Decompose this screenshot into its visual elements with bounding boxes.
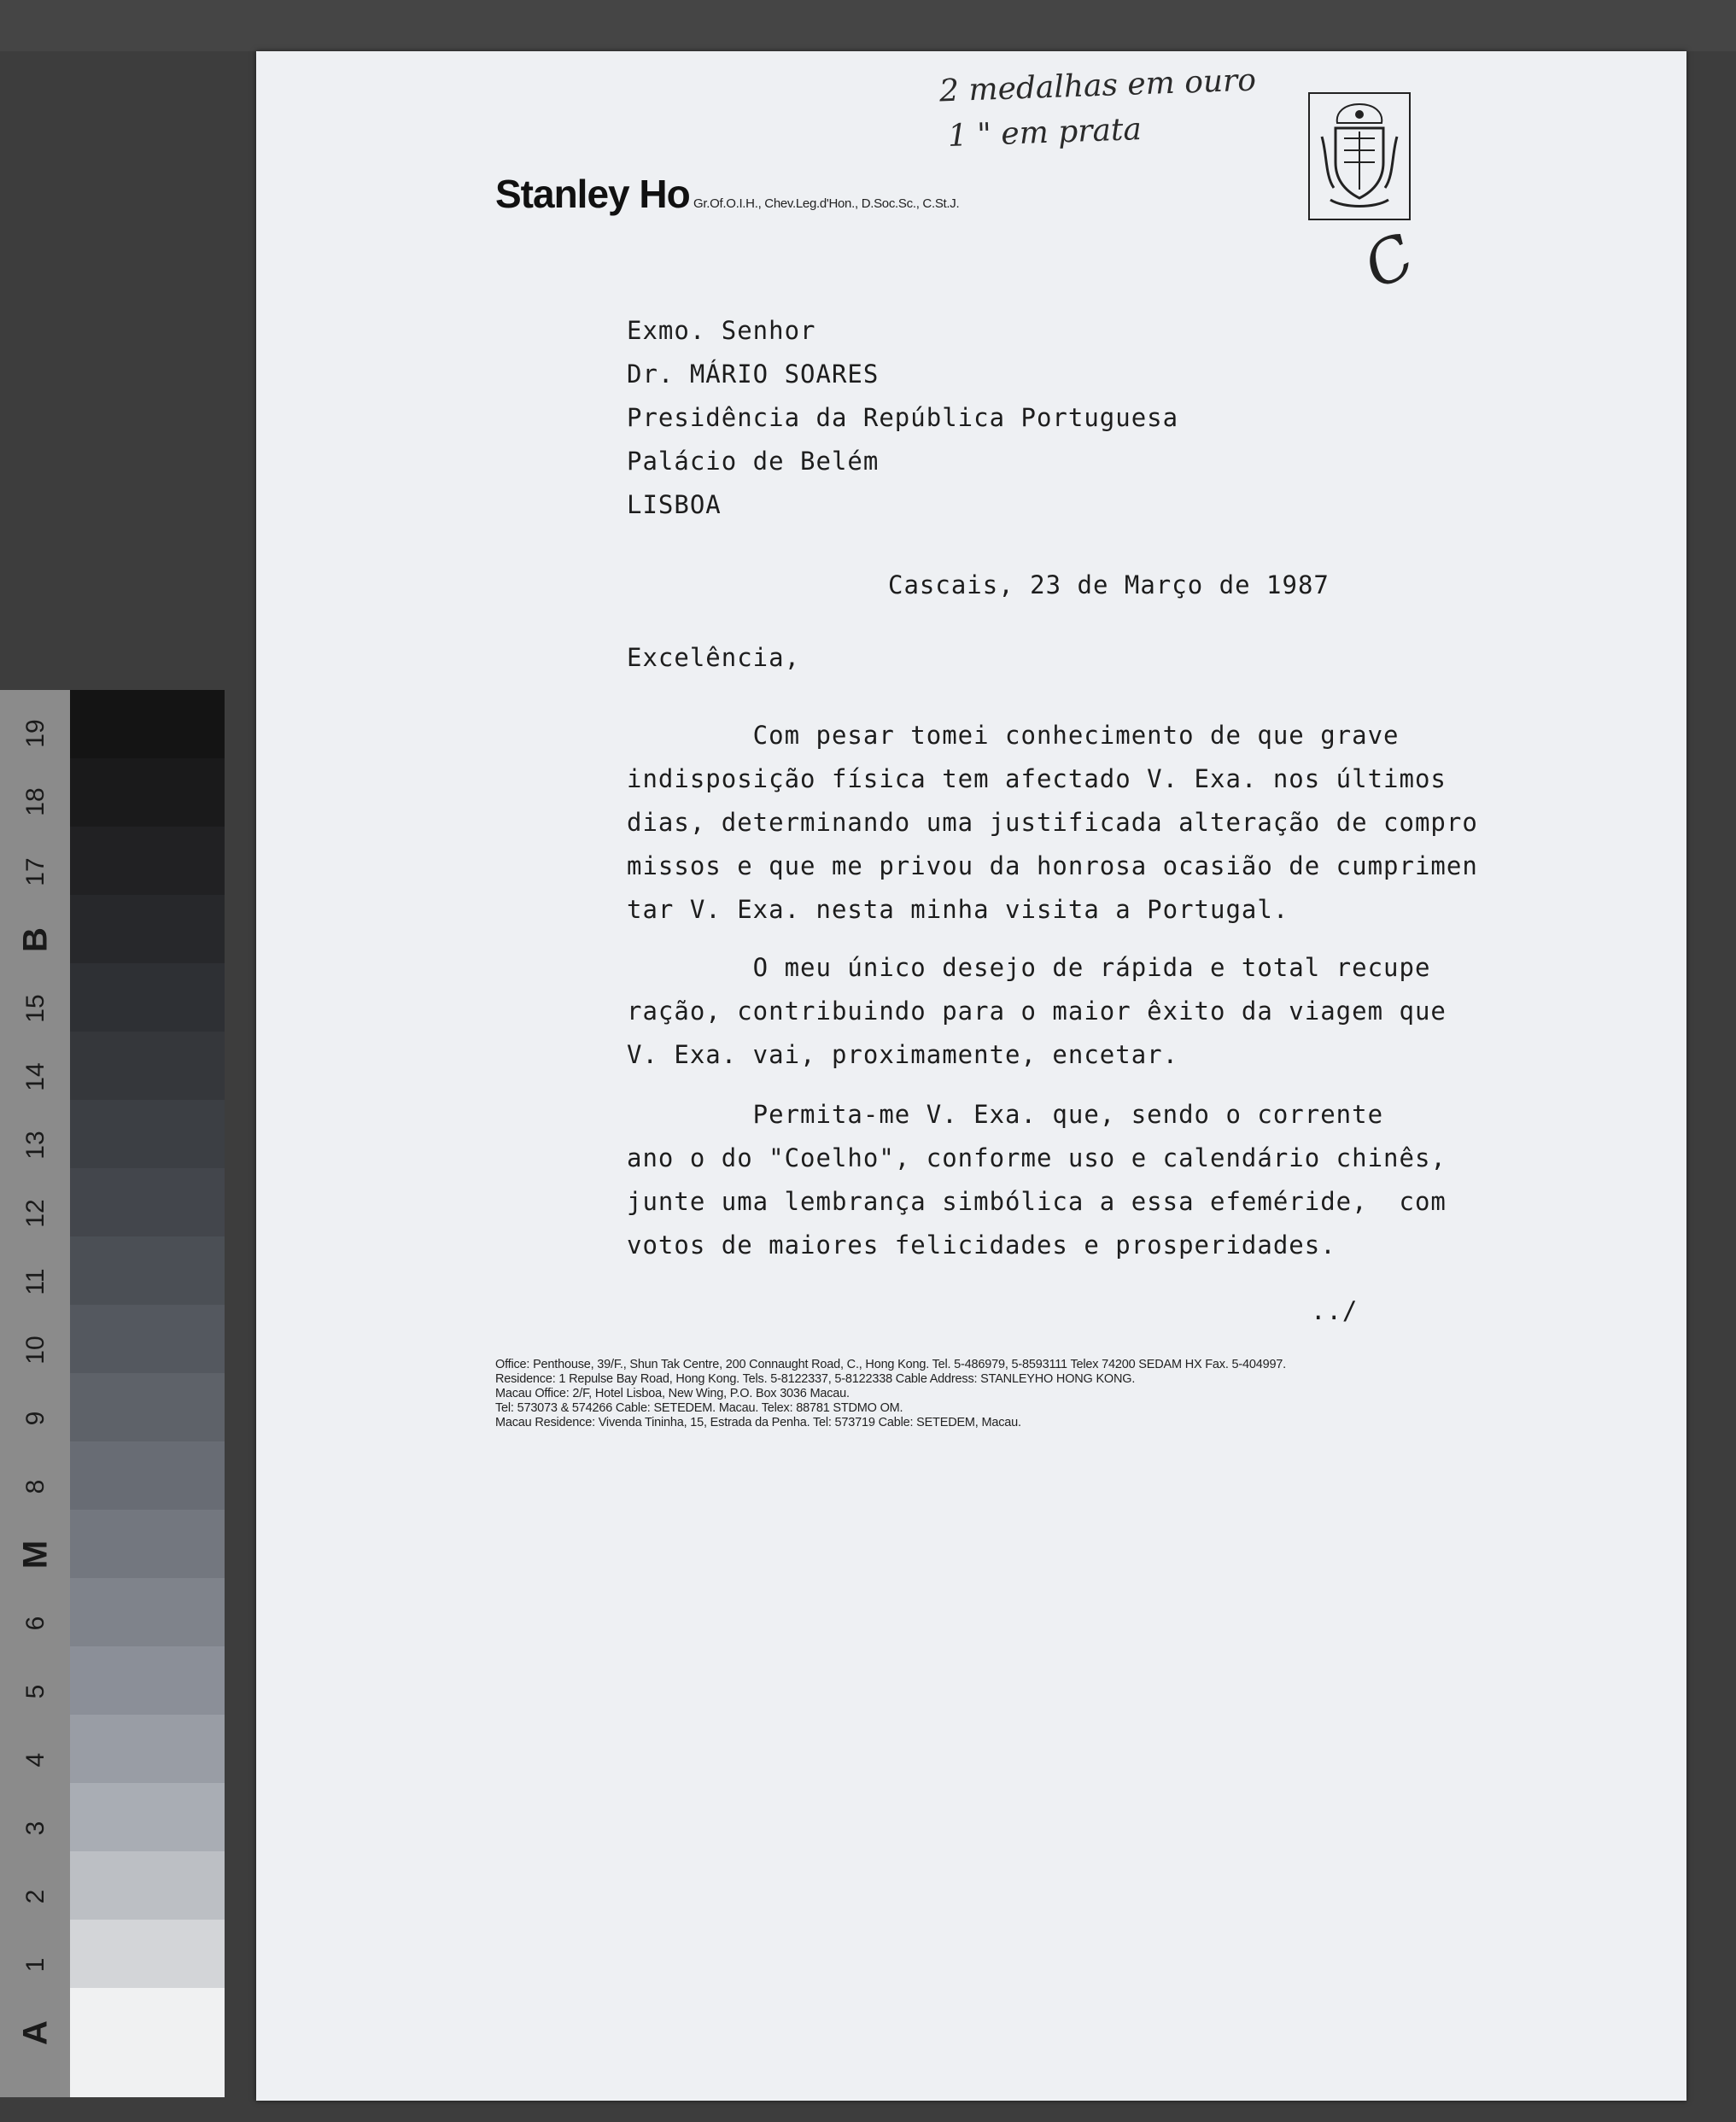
footer-line: Macau Residence: Vivenda Tininha, 15, Estrada da Penha. Tel: 573719 Cable: SETEDEM, Macau. <box>495 1416 1021 1429</box>
grey-scale-ruler <box>0 690 70 2097</box>
footer-line: Residence: 1 Repulse Bay Road, Hong Kong. Tels. 5-8122337, 5-8122338 Cable Address: STANLEYHO HONG KONG. <box>495 1372 1136 1386</box>
grey-scale-patches <box>70 690 225 2097</box>
scale-label-17: 17 <box>21 857 50 886</box>
footer-line: Office: Penthouse, 39/F., Shun Tak Centre, 200 Connaught Road, C., Hong Kong. Tel. 5-486979, 5-8593111 Telex 74200 SEDAM HX Fax. 5-404997. <box>495 1358 1286 1371</box>
paragraph-line: missos e que me privou da honrosa ocasião de cumprimen <box>627 851 1478 880</box>
address-line: Presidência da República Portuguesa <box>627 403 1179 432</box>
scale-label-19: 19 <box>21 719 50 748</box>
scale-label-1: 1 <box>21 1957 50 1973</box>
grey-scale-target <box>0 690 225 2097</box>
coat-of-arms-icon <box>1308 92 1411 220</box>
paragraph-line: ração, contribuindo para o maior êxito da viagem que <box>627 997 1447 1026</box>
footer-line: Tel: 573073 & 574266 Cable: SETEDEM. Macau. Telex: 88781 STDMO OM. <box>495 1401 903 1415</box>
scale-label-4: 4 <box>21 1752 50 1768</box>
letter-date: Cascais, 23 de Março de 1987 <box>888 570 1330 599</box>
scale-label-10: 10 <box>21 1336 50 1365</box>
continuation-mark: ../ <box>1311 1296 1359 1325</box>
paragraph-line: Com pesar tomei conhecimento de que grave <box>627 721 1400 750</box>
letter-page <box>256 51 1686 2101</box>
scale-label-2: 2 <box>21 1889 50 1904</box>
scale-label-11: 11 <box>21 1268 50 1295</box>
paragraph-line: tar V. Exa. nesta minha visita a Portugal. <box>627 895 1289 924</box>
paragraph-line: Permita-me V. Exa. que, sendo o corrente <box>627 1100 1384 1129</box>
scanner-background <box>0 0 1736 51</box>
scale-label-6: 6 <box>21 1616 50 1631</box>
scale-label-m: M <box>16 1540 55 1570</box>
salutation: Excelência, <box>627 643 801 672</box>
paragraph-line: ano o do "Coelho", conforme uso e calendário chinês, <box>627 1143 1447 1172</box>
address-line: Palácio de Belém <box>627 447 880 476</box>
paragraph-line: indisposição física tem afectado V. Exa. nos últimos <box>627 764 1447 793</box>
scale-label-a: A <box>16 2020 55 2045</box>
paragraph-line: V. Exa. vai, proximamente, encetar. <box>627 1040 1179 1069</box>
scale-label-15: 15 <box>21 994 50 1023</box>
handwritten-initial: C <box>1353 219 1425 303</box>
address-line: LISBOA <box>627 490 722 519</box>
footer-line: Macau Office: 2/F, Hotel Lisboa, New Wing, P.O. Box 3036 Macau. <box>495 1387 850 1400</box>
letterhead-name: Stanley Ho <box>495 172 690 216</box>
scale-label-12: 12 <box>21 1199 50 1228</box>
scale-label-3: 3 <box>21 1821 50 1836</box>
scale-label-8: 8 <box>21 1479 50 1494</box>
letterhead-footer <box>495 1358 1286 1430</box>
paragraph-line: O meu único desejo de rápida e total recupe <box>627 953 1431 982</box>
paragraph-line: dias, determinando uma justificada alteração de compro <box>627 808 1478 837</box>
scale-label-9: 9 <box>21 1411 50 1426</box>
scale-label-b: B <box>16 927 55 952</box>
handwritten-note-line1: 2 medalhas em ouro <box>938 62 1257 109</box>
body-paragraph-1 <box>627 714 1478 932</box>
address-line: Exmo. Senhor <box>627 316 816 345</box>
scale-label-5: 5 <box>21 1684 50 1699</box>
paragraph-line: junte uma lembrança simbólica a essa efeméride, com <box>627 1187 1447 1216</box>
address-line: Dr. MÁRIO SOARES <box>627 360 880 389</box>
scale-label-13: 13 <box>21 1131 50 1160</box>
letterhead-titles: Gr.Of.O.I.H., Chev.Leg.d'Hon., D.Soc.Sc., C.St.J. <box>693 196 960 211</box>
body-paragraph-3 <box>627 1093 1447 1267</box>
scale-label-18: 18 <box>21 787 50 816</box>
handwritten-note-line2: 1 " em prata <box>947 112 1143 154</box>
body-paragraph-2 <box>627 946 1447 1077</box>
recipient-address <box>627 309 1178 527</box>
paragraph-line: votos de maiores felicidades e prosperidades. <box>627 1231 1336 1260</box>
scale-label-14: 14 <box>21 1062 50 1091</box>
